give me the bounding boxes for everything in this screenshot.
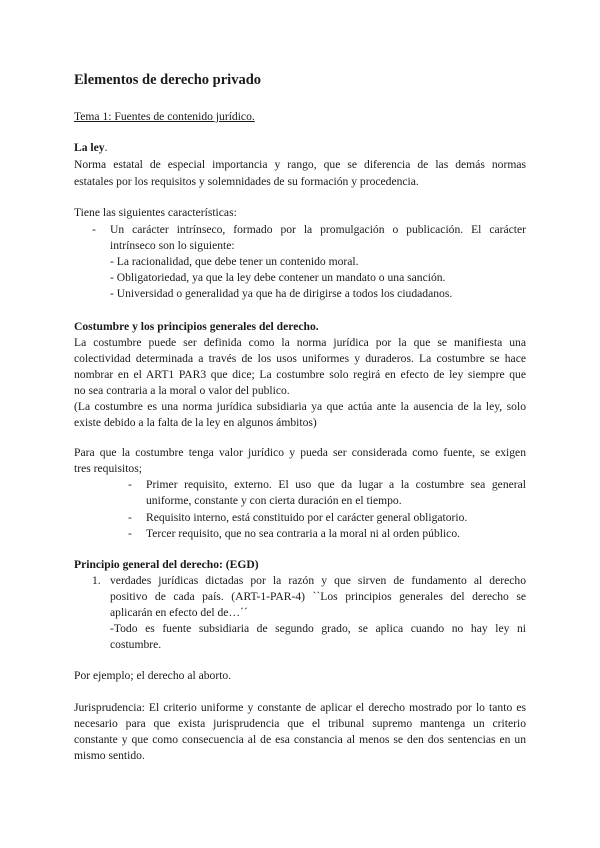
costumbre-paragraph-line: nombrar en el ART1 PAR3 que dice; La costumbre solo regirá en efecto de ley siempre que bbox=[74, 368, 526, 381]
requisitos-intro-line: tres requisitos; bbox=[74, 462, 142, 475]
requisito-item-line: Tercer requisito, que no sea contraria a la moral ni al orden público. bbox=[146, 527, 461, 540]
requisito-item-line: Primer requisito, externo. El uso que da lugar a la costumbre sea general bbox=[146, 478, 526, 491]
example-line: Por ejemplo; el derecho al aborto. bbox=[74, 669, 232, 682]
ley-sub-item: - Universidad o generalidad ya que ha de dirigirse a todos los ciudadanos. bbox=[110, 287, 453, 300]
costumbre-paragraph-line: colectividad determinada a través de los usos uniformes y duraderos. La costumbre se hace bbox=[74, 352, 526, 365]
bullet-marker: - bbox=[128, 527, 132, 540]
principio-heading: Principio general del derecho: (EGD) bbox=[74, 558, 259, 571]
requisito-item-line: uniforme, constante y con cierta duración en el tiempo. bbox=[146, 494, 402, 507]
ley-sub-item: - La racionalidad, que debe tener un contenido moral. bbox=[110, 255, 359, 268]
jurisprudencia-line: mismo sentido. bbox=[74, 749, 145, 762]
bullet-marker: - bbox=[128, 511, 132, 524]
requisito-item-line: Requisito interno, está constituido por el carácter general obligatorio. bbox=[146, 511, 468, 524]
ley-heading-text: La ley bbox=[74, 141, 105, 154]
jurisprudencia-line: Jurisprudencia: El criterio uniforme y constante de aplicar el derecho mostrado por lo tanto es bbox=[74, 701, 526, 714]
costumbre-paragraph-line: La costumbre puede ser definida como la norma jurídica por la que se manifiesta una bbox=[74, 336, 526, 349]
principio-line: aplicarán en efecto del de…´´ bbox=[110, 606, 248, 619]
costumbre-note-line: existe debido a la falta de la ley en algunos ámbitos) bbox=[74, 416, 317, 429]
topic-heading: Tema 1: Fuentes de contenido jurídico. bbox=[74, 110, 255, 123]
principio-line: costumbre. bbox=[110, 638, 162, 651]
bullet-marker: - bbox=[128, 478, 132, 491]
costumbre-heading: Costumbre y los principios generales del derecho. bbox=[74, 320, 319, 333]
jurisprudencia-line: necesario para que exista jurisprudencia que el tribunal supremo mantenga un criterio bbox=[74, 717, 526, 730]
ley-bullet-line: Un carácter intrínseco, formado por la promulgación o publicación. El carácter bbox=[110, 223, 526, 236]
ley-sub-item: - Obligatoriedad, ya que la ley debe contener un mandato o una sanción. bbox=[110, 271, 446, 284]
principio-line: -Todo es fuente subsidiaria de segundo grado, se aplica cuando no hay ley ni bbox=[110, 622, 526, 635]
ley-bullet-line: intrínseco son lo siguiente: bbox=[110, 239, 235, 252]
principio-line: verdades jurídicas dictadas por la razón y que sirven de fundamento al derecho bbox=[110, 574, 526, 587]
ley-definition-line: Norma estatal de especial importancia y rango, que se diferencia de las demás normas bbox=[74, 158, 526, 171]
bullet-marker: - bbox=[92, 223, 96, 236]
ley-definition-line: estatales por los requisitos y solemnidades de su formación y procedencia. bbox=[74, 175, 419, 188]
document-title: Elementos de derecho privado bbox=[74, 72, 262, 88]
ley-heading-dot: . bbox=[104, 141, 108, 154]
ley-characteristics-intro: Tiene las siguientes características: bbox=[74, 206, 237, 219]
principio-line: positivo de cada país. (ART-1-PAR-4) ``Los principios generales del derecho se bbox=[110, 590, 526, 603]
costumbre-note-line: (La costumbre es una norma jurídica subsidiaria ya que actúa ante la ausencia de la ley, solo bbox=[74, 400, 526, 413]
list-number: 1. bbox=[92, 574, 101, 587]
costumbre-paragraph-line: no sea contraria a la moral o valor del publico. bbox=[74, 384, 290, 397]
requisitos-intro-line: Para que la costumbre tenga valor jurídico y pueda ser considerada como fuente, se exigen bbox=[74, 446, 526, 459]
ley-heading bbox=[74, 141, 108, 155]
jurisprudencia-line: constante y que como consecuencia al de esa constancia al menos se den dos sentencias en un bbox=[74, 733, 526, 746]
